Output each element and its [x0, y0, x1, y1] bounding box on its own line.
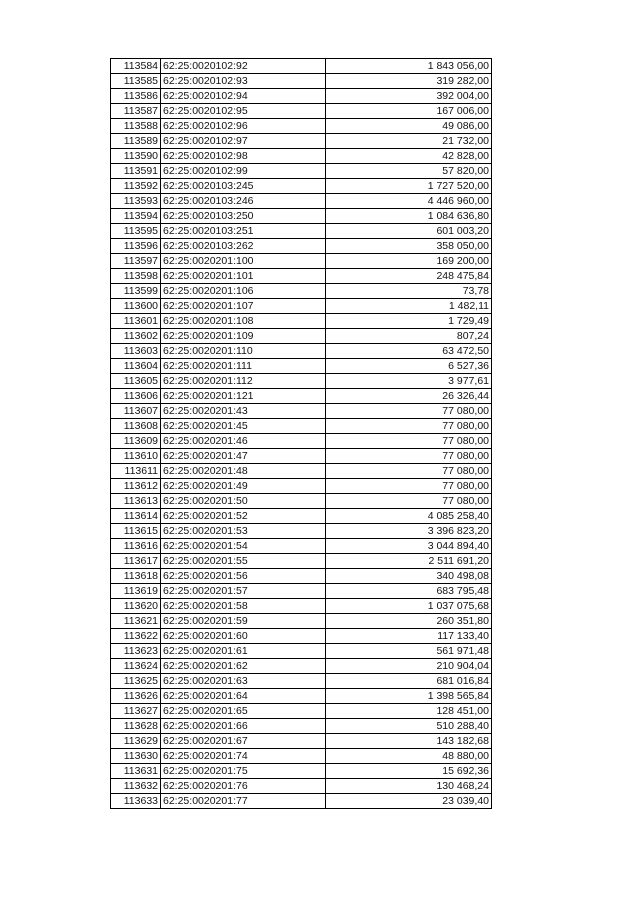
row-id-cell: 113598: [111, 269, 161, 284]
row-id-cell: 113605: [111, 374, 161, 389]
cadastral-number-cell: 62:25:0020102:95: [161, 104, 326, 119]
cadastral-value-cell: 601 003,20: [326, 224, 492, 239]
cadastral-number-cell: 62:25:0020201:108: [161, 314, 326, 329]
cadastral-value-cell: 210 904,04: [326, 659, 492, 674]
cadastral-value-cell: 130 468,24: [326, 779, 492, 794]
table-row: [111, 794, 492, 809]
cadastral-number-cell: 62:25:0020102:93: [161, 74, 326, 89]
table-row: [111, 674, 492, 689]
table-row: [111, 74, 492, 89]
cadastral-value-cell: 1 398 565,84: [326, 689, 492, 704]
table-row: [111, 119, 492, 134]
row-id-cell: 113595: [111, 224, 161, 239]
cadastral-number-cell: 62:25:0020102:98: [161, 149, 326, 164]
table-row: [111, 149, 492, 164]
table-row: [111, 104, 492, 119]
table-row: [111, 164, 492, 179]
row-id-cell: 113610: [111, 449, 161, 464]
row-id-cell: 113603: [111, 344, 161, 359]
cadastral-number-cell: 62:25:0020201:50: [161, 494, 326, 509]
table-row: [111, 89, 492, 104]
table-row: [111, 419, 492, 434]
cadastral-number-cell: 62:25:0020201:76: [161, 779, 326, 794]
cadastral-number-cell: 62:25:0020103:245: [161, 179, 326, 194]
table-row: [111, 359, 492, 374]
cadastral-number-cell: 62:25:0020102:94: [161, 89, 326, 104]
table-row: [111, 299, 492, 314]
cadastral-number-cell: 62:25:0020201:49: [161, 479, 326, 494]
table-row: [111, 719, 492, 734]
table-row: [111, 314, 492, 329]
cadastral-value-cell: 807,24: [326, 329, 492, 344]
cadastral-value-cell: 260 351,80: [326, 614, 492, 629]
cadastral-value-cell: 117 133,40: [326, 629, 492, 644]
cadastral-value-cell: 15 692,36: [326, 764, 492, 779]
table-row: [111, 329, 492, 344]
cadastral-value-cell: 392 004,00: [326, 89, 492, 104]
row-id-cell: 113594: [111, 209, 161, 224]
row-id-cell: 113626: [111, 689, 161, 704]
row-id-cell: 113604: [111, 359, 161, 374]
cadastral-number-cell: 62:25:0020201:59: [161, 614, 326, 629]
table-row: [111, 629, 492, 644]
table-row: [111, 734, 492, 749]
table-row: [111, 224, 492, 239]
row-id-cell: 113620: [111, 599, 161, 614]
cadastral-value-cell: 248 475,84: [326, 269, 492, 284]
table-row: [111, 659, 492, 674]
row-id-cell: 113613: [111, 494, 161, 509]
row-id-cell: 113623: [111, 644, 161, 659]
cadastral-value-cell: 358 050,00: [326, 239, 492, 254]
row-id-cell: 113596: [111, 239, 161, 254]
cadastral-value-cell: 1 843 056,00: [326, 59, 492, 74]
row-id-cell: 113622: [111, 629, 161, 644]
row-id-cell: 113592: [111, 179, 161, 194]
row-id-cell: 113617: [111, 554, 161, 569]
table-row: [111, 269, 492, 284]
cadastral-value-cell: 26 326,44: [326, 389, 492, 404]
table-row: [111, 779, 492, 794]
cadastral-number-cell: 62:25:0020201:43: [161, 404, 326, 419]
table-row: [111, 584, 492, 599]
cadastral-number-cell: 62:25:0020201:55: [161, 554, 326, 569]
table-row: [111, 689, 492, 704]
cadastral-value-cell: 4 085 258,40: [326, 509, 492, 524]
cadastral-number-cell: 62:25:0020201:61: [161, 644, 326, 659]
cadastral-number-cell: 62:25:0020201:106: [161, 284, 326, 299]
table-body: [111, 59, 492, 809]
cadastral-value-cell: 21 732,00: [326, 134, 492, 149]
cadastral-number-cell: 62:25:0020201:101: [161, 269, 326, 284]
cadastral-value-cell: 1 482,11: [326, 299, 492, 314]
cadastral-number-cell: 62:25:0020201:65: [161, 704, 326, 719]
cadastral-number-cell: 62:25:0020201:112: [161, 374, 326, 389]
cadastral-value-cell: 42 828,00: [326, 149, 492, 164]
row-id-cell: 113609: [111, 434, 161, 449]
cadastral-number-cell: 62:25:0020201:53: [161, 524, 326, 539]
table-row: [111, 599, 492, 614]
row-id-cell: 113628: [111, 719, 161, 734]
cadastral-value-cell: 1 084 636,80: [326, 209, 492, 224]
row-id-cell: 113611: [111, 464, 161, 479]
cadastral-number-cell: 62:25:0020201:60: [161, 629, 326, 644]
cadastral-number-cell: 62:25:0020201:77: [161, 794, 326, 809]
row-id-cell: 113601: [111, 314, 161, 329]
table-row: [111, 134, 492, 149]
cadastral-number-cell: 62:25:0020201:110: [161, 344, 326, 359]
cadastral-value-cell: 6 527,36: [326, 359, 492, 374]
table-row: [111, 764, 492, 779]
row-id-cell: 113587: [111, 104, 161, 119]
cadastral-value-cell: 57 820,00: [326, 164, 492, 179]
cadastral-number-cell: 62:25:0020201:63: [161, 674, 326, 689]
row-id-cell: 113584: [111, 59, 161, 74]
cadastral-value-cell: 63 472,50: [326, 344, 492, 359]
cadastral-value-cell: 77 080,00: [326, 494, 492, 509]
cadastral-number-cell: 62:25:0020103:246: [161, 194, 326, 209]
table-row: [111, 494, 492, 509]
cadastral-number-cell: 62:25:0020201:107: [161, 299, 326, 314]
cadastral-value-cell: 683 795,48: [326, 584, 492, 599]
cadastral-value-cell: 340 498,08: [326, 569, 492, 584]
cadastral-number-cell: 62:25:0020103:251: [161, 224, 326, 239]
cadastral-number-cell: 62:25:0020201:100: [161, 254, 326, 269]
cadastral-number-cell: 62:25:0020102:92: [161, 59, 326, 74]
cadastral-value-cell: 77 080,00: [326, 464, 492, 479]
cadastral-value-cell: 169 200,00: [326, 254, 492, 269]
cadastral-value-cell: 49 086,00: [326, 119, 492, 134]
row-id-cell: 113606: [111, 389, 161, 404]
table-row: [111, 464, 492, 479]
cadastral-number-cell: 62:25:0020201:47: [161, 449, 326, 464]
cadastral-number-cell: 62:25:0020201:58: [161, 599, 326, 614]
cadastral-number-cell: 62:25:0020201:45: [161, 419, 326, 434]
table-row: [111, 179, 492, 194]
row-id-cell: 113618: [111, 569, 161, 584]
table-row: [111, 749, 492, 764]
table-row: [111, 644, 492, 659]
cadastral-value-cell: 77 080,00: [326, 479, 492, 494]
cadastral-number-cell: 62:25:0020201:121: [161, 389, 326, 404]
cadastral-number-cell: 62:25:0020201:109: [161, 329, 326, 344]
cadastral-value-cell: 77 080,00: [326, 449, 492, 464]
cadastral-value-cell: 2 511 691,20: [326, 554, 492, 569]
cadastral-value-cell: 48 880,00: [326, 749, 492, 764]
cadastral-number-cell: 62:25:0020102:99: [161, 164, 326, 179]
row-id-cell: 113599: [111, 284, 161, 299]
row-id-cell: 113631: [111, 764, 161, 779]
table-row: [111, 539, 492, 554]
cadastral-number-cell: 62:25:0020102:97: [161, 134, 326, 149]
row-id-cell: 113621: [111, 614, 161, 629]
row-id-cell: 113589: [111, 134, 161, 149]
cadastral-value-cell: 319 282,00: [326, 74, 492, 89]
cadastral-value-cell: 3 044 894,40: [326, 539, 492, 554]
row-id-cell: 113588: [111, 119, 161, 134]
table-row: [111, 434, 492, 449]
cadastral-value-cell: 561 971,48: [326, 644, 492, 659]
cadastral-number-cell: 62:25:0020201:75: [161, 764, 326, 779]
table-row: [111, 59, 492, 74]
cadastral-number-cell: 62:25:0020102:96: [161, 119, 326, 134]
row-id-cell: 113600: [111, 299, 161, 314]
cadastral-value-cell: 4 446 960,00: [326, 194, 492, 209]
table-row: [111, 239, 492, 254]
cadastral-value-cell: 1 729,49: [326, 314, 492, 329]
row-id-cell: 113608: [111, 419, 161, 434]
row-id-cell: 113616: [111, 539, 161, 554]
cadastral-value-cell: 128 451,00: [326, 704, 492, 719]
cadastral-value-cell: 1 037 075,68: [326, 599, 492, 614]
row-id-cell: 113615: [111, 524, 161, 539]
cadastral-number-cell: 62:25:0020201:111: [161, 359, 326, 374]
table-row: [111, 704, 492, 719]
cadastral-value-cell: 3 396 823,20: [326, 524, 492, 539]
row-id-cell: 113614: [111, 509, 161, 524]
cadastral-number-cell: 62:25:0020201:64: [161, 689, 326, 704]
table-row: [111, 479, 492, 494]
row-id-cell: 113624: [111, 659, 161, 674]
cadastral-value-table: [110, 58, 492, 809]
row-id-cell: 113602: [111, 329, 161, 344]
cadastral-number-cell: 62:25:0020201:62: [161, 659, 326, 674]
table-row: [111, 374, 492, 389]
cadastral-value-cell: 681 016,84: [326, 674, 492, 689]
table-row: [111, 554, 492, 569]
table-row: [111, 569, 492, 584]
cadastral-number-cell: 62:25:0020201:46: [161, 434, 326, 449]
cadastral-number-cell: 62:25:0020201:56: [161, 569, 326, 584]
row-id-cell: 113590: [111, 149, 161, 164]
row-id-cell: 113591: [111, 164, 161, 179]
cadastral-number-cell: 62:25:0020103:262: [161, 239, 326, 254]
cadastral-value-cell: 3 977,61: [326, 374, 492, 389]
cadastral-number-cell: 62:25:0020201:57: [161, 584, 326, 599]
row-id-cell: 113627: [111, 704, 161, 719]
row-id-cell: 113630: [111, 749, 161, 764]
cadastral-value-cell: 23 039,40: [326, 794, 492, 809]
row-id-cell: 113633: [111, 794, 161, 809]
cadastral-value-cell: 77 080,00: [326, 434, 492, 449]
cadastral-value-cell: 73,78: [326, 284, 492, 299]
table-row: [111, 449, 492, 464]
cadastral-number-cell: 62:25:0020201:74: [161, 749, 326, 764]
cadastral-number-cell: 62:25:0020103:250: [161, 209, 326, 224]
table-row: [111, 404, 492, 419]
cadastral-value-cell: 77 080,00: [326, 404, 492, 419]
row-id-cell: 113625: [111, 674, 161, 689]
cadastral-number-cell: 62:25:0020201:52: [161, 509, 326, 524]
cadastral-value-cell: 167 006,00: [326, 104, 492, 119]
table-row: [111, 344, 492, 359]
table-row: [111, 389, 492, 404]
table-row: [111, 524, 492, 539]
table-row: [111, 209, 492, 224]
table-row: [111, 284, 492, 299]
row-id-cell: 113612: [111, 479, 161, 494]
cadastral-number-cell: 62:25:0020201:67: [161, 734, 326, 749]
row-id-cell: 113593: [111, 194, 161, 209]
table-row: [111, 614, 492, 629]
row-id-cell: 113597: [111, 254, 161, 269]
cadastral-number-cell: 62:25:0020201:54: [161, 539, 326, 554]
row-id-cell: 113619: [111, 584, 161, 599]
row-id-cell: 113632: [111, 779, 161, 794]
row-id-cell: 113607: [111, 404, 161, 419]
row-id-cell: 113585: [111, 74, 161, 89]
cadastral-number-cell: 62:25:0020201:66: [161, 719, 326, 734]
row-id-cell: 113629: [111, 734, 161, 749]
cadastral-value-cell: 143 182,68: [326, 734, 492, 749]
cadastral-number-cell: 62:25:0020201:48: [161, 464, 326, 479]
table-row: [111, 194, 492, 209]
table-row: [111, 254, 492, 269]
cadastral-value-cell: 77 080,00: [326, 419, 492, 434]
cadastral-value-cell: 510 288,40: [326, 719, 492, 734]
row-id-cell: 113586: [111, 89, 161, 104]
cadastral-value-cell: 1 727 520,00: [326, 179, 492, 194]
table-row: [111, 509, 492, 524]
